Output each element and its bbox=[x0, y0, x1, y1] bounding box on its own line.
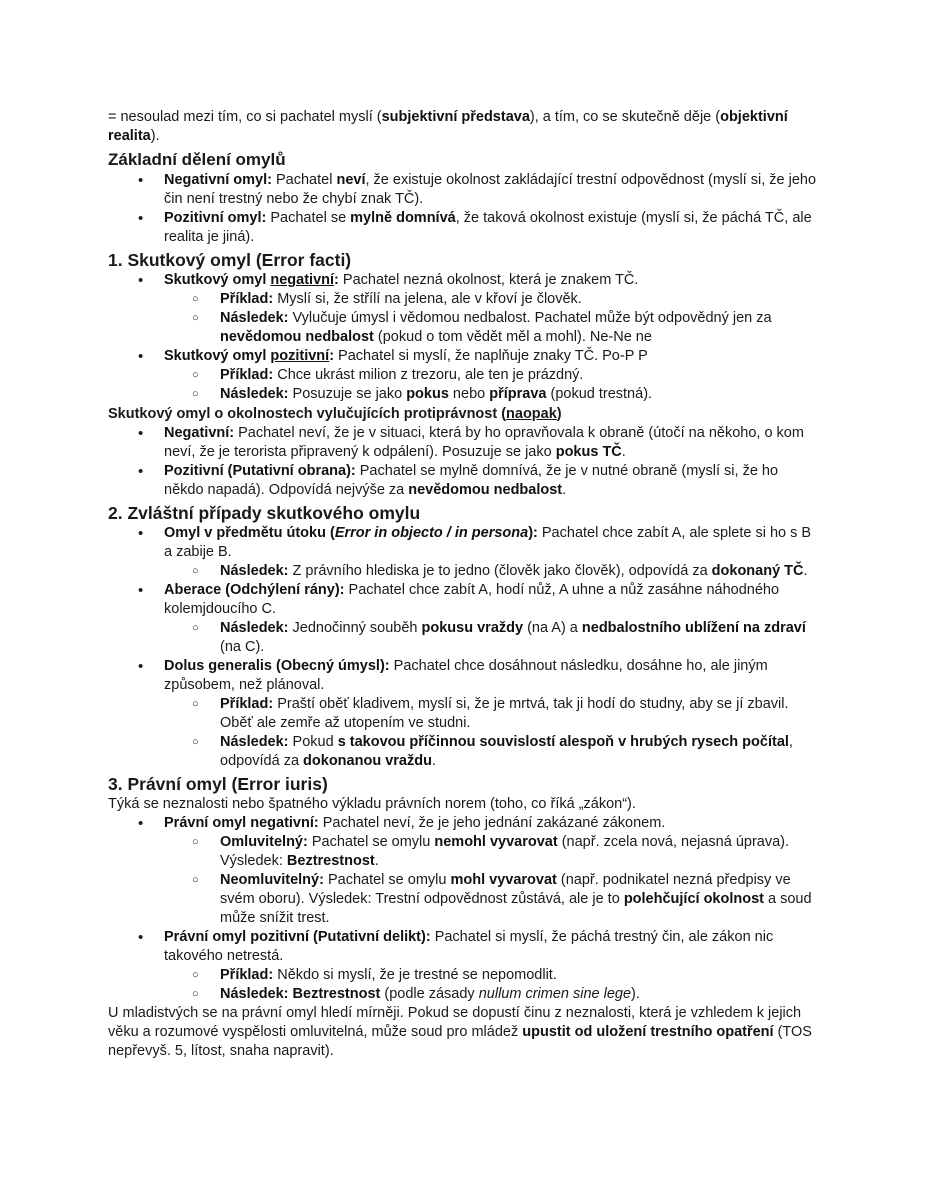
section-1-sub-list bbox=[108, 424, 820, 500]
list-item: • Pozitivní (Putativní obrana): Pachatel se mylně domnívá, že je v nutné obraně (myslí si, že ho někdo napadá). Odpovídá nejvýše za nevědomou nedbalost. bbox=[108, 462, 820, 500]
section-3-heading: 3. Právní omyl (Error iuris) bbox=[108, 774, 328, 794]
section-3-outro: U mladistvých se na právní omyl hledí mírněji. Pokud se dopustí činu z neznalosti, která je vzhledem k jejich věku a rozumové vyspělosti omluvitelná, může soud pro mládež upustit od uložení trestního opatření (TOS nepřevyš. 5, lítost, snaha napravit). bbox=[108, 1005, 812, 1059]
list-item: • Právní omyl pozitivní (Putativní delikt): Pachatel si myslí, že páchá trestný čin, ale zákon nic takového netrestá. ○ Příklad: Někdo si myslí, že je trestné se nepomodlit. ○ Následek: Beztrestnost (podle zásady nullum crimen sine lege). bbox=[108, 928, 820, 1004]
list-item: • Omyl v předmětu útoku (Error in objecto / in persona): Pachatel chce zabít A, ale splete si ho s B a zabije B. ○ Následek: Z právního hlediska je to jedno (člověk jako člověk), odpovídá za dokonaný TČ. bbox=[108, 524, 820, 581]
list-item: ○ Následek: Jednočinný souběh pokusu vraždy (na A) a nedbalostního ublížení na zdraví (na C). bbox=[108, 619, 820, 657]
section-3-intro: Týká se neznalosti nebo špatného výkladu právních norem (toho, co říká „zákon“). bbox=[108, 796, 636, 812]
list-item: • Aberace (Odchýlení rány): Pachatel chce zabít A, hodí nůž, A uhne a nůž zasáhne náhodného kolemjdoucího C. ○ Následek: Jednočinný souběh pokusu vraždy (na A) a nedbalostního ublížení na zdraví (na C). bbox=[108, 581, 820, 657]
sub-list bbox=[164, 562, 820, 581]
list-item: • Skutkový omyl pozitivní: Pachatel si myslí, že naplňuje znaky TČ. Po-P P ○ Příklad: Chce ukrást milion z trezoru, ale ten je prázdný. ○ Následek: Posuzuje se jako pokus nebo příprava (pokud trestná). bbox=[108, 347, 820, 404]
intro-paragraph: = nesoulad mezi tím, co si pachatel myslí (subjektivní představa), a tím, co se skutečně děje (objektivní realita). bbox=[108, 109, 788, 144]
list-item: ○ Následek: Beztrestnost (podle zásady nullum crimen sine lege). bbox=[108, 985, 820, 1004]
sub-list bbox=[164, 366, 820, 404]
section-3-list bbox=[108, 814, 820, 1004]
sub-list bbox=[164, 619, 820, 657]
section-2-list bbox=[108, 524, 820, 771]
sub-list bbox=[164, 833, 820, 928]
list-item: ○ Následek: Posuzuje se jako pokus nebo příprava (pokud trestná). bbox=[108, 385, 820, 404]
list-item: ○ Následek: Pokud s takovou příčinnou souvislostí alespoň v hrubých rysech počítal, odpovídá za dokonanou vraždu. bbox=[108, 733, 820, 771]
list-item: ○ Neomluvitelný: Pachatel se omylu mohl vyvarovat (např. podnikatel nezná předpisy ve svém oboru). Výsledek: Trestní odpovědnost zůstává, ale je to polehčující okolnost a soud může snížit trest. bbox=[108, 871, 820, 928]
sub-list bbox=[164, 695, 820, 771]
list-item: ○ Následek: Vylučuje úmysl i vědomou nedbalost. Pachatel může být odpovědný jen za nevědomou nedbalost (pokud o tom vědět měl a mohl). Ne-Ne ne bbox=[108, 309, 820, 347]
list-item: ○ Následek: Z právního hlediska je to jedno (člověk jako člověk), odpovídá za dokonaný TČ. bbox=[108, 562, 820, 581]
document-page bbox=[108, 108, 820, 1061]
list-item: ○ Příklad: Někdo si myslí, že je trestné se nepomodlit. bbox=[108, 966, 820, 985]
sub-list bbox=[164, 966, 820, 1004]
list-item: ○ Omluvitelný: Pachatel se omylu nemohl vyvarovat (např. zcela nová, nejasná úprava). Výsledek: Beztrestnost. bbox=[108, 833, 820, 871]
list-item: • Skutkový omyl negativní: Pachatel nezná okolnost, která je znakem TČ. ○ Příklad: Myslí si, že střílí na jelena, ale v křoví je člověk. ○ Následek: Vylučuje úmysl i vědomou nedbalost. Pachatel může být odpovědný jen za nevědomou nedbalost (pokud o tom vědět měl a mohl). Ne-Ne ne bbox=[108, 271, 820, 347]
section-1-heading: 1. Skutkový omyl (Error facti) bbox=[108, 250, 352, 270]
list-item: • Právní omyl negativní: Pachatel neví, že je jeho jednání zakázané zákonem. ○ Omluvitelný: Pachatel se omylu nemohl vyvarovat (např. zcela nová, nejasná úprava). Výsledek: Beztrestnost. ○ Neomluvitelný: Pachatel se omylu mohl vyvarovat (např. podnikatel nezná předpisy ve svém oboru). Výsledek: Trestní odpovědnost zůstává, ale je to polehčující okolnost a soud může snížit trest. bbox=[108, 814, 820, 928]
sub-list bbox=[164, 290, 820, 347]
basic-heading: Základní dělení omylů bbox=[108, 150, 286, 169]
section-2-heading: 2. Zvláštní případy skutkového omylu bbox=[108, 503, 421, 523]
section-1-subheading: Skutkový omyl o okolnostech vylučujících protiprávnost (naopak) bbox=[108, 406, 562, 422]
list-item: ○ Příklad: Chce ukrást milion z trezoru, ale ten je prázdný. bbox=[108, 366, 820, 385]
list-item: • Negativní omyl: Pachatel neví, že existuje okolnost zakládající trestní odpovědnost (myslí si, že jeho čin není trestný nebo že chybí znak TČ). bbox=[108, 171, 820, 209]
list-item: ○ Příklad: Myslí si, že střílí na jelena, ale v křoví je člověk. bbox=[108, 290, 820, 309]
section-1-list bbox=[108, 271, 820, 404]
list-item: • Negativní: Pachatel neví, že je v situaci, která by ho opravňovala k obraně (útočí na někoho, o kom neví, že je terorista připravený k odpálení). Posuzuje se jako pokus TČ. bbox=[108, 424, 820, 462]
list-item: • Dolus generalis (Obecný úmysl): Pachatel chce dosáhnout následku, dosáhne ho, ale jiným způsobem, než plánoval. ○ Příklad: Praští oběť kladivem, myslí si, že je mrtvá, tak ji hodí do studny, aby se jí zbavil. Oběť ale zemře až utopením ve studni. ○ Následek: Pokud s takovou příčinnou souvislostí alespoň v hrubých rysech počítal, odpovídá za dokonanou vraždu. bbox=[108, 657, 820, 771]
list-item: ○ Příklad: Praští oběť kladivem, myslí si, že je mrtvá, tak ji hodí do studny, aby se jí zbavil. Oběť ale zemře až utopením ve studni. bbox=[108, 695, 820, 733]
list-item: • Pozitivní omyl: Pachatel se mylně domnívá, že taková okolnost existuje (myslí si, že páchá TČ, ale realita je jiná). bbox=[108, 209, 820, 247]
basic-list bbox=[108, 171, 820, 247]
